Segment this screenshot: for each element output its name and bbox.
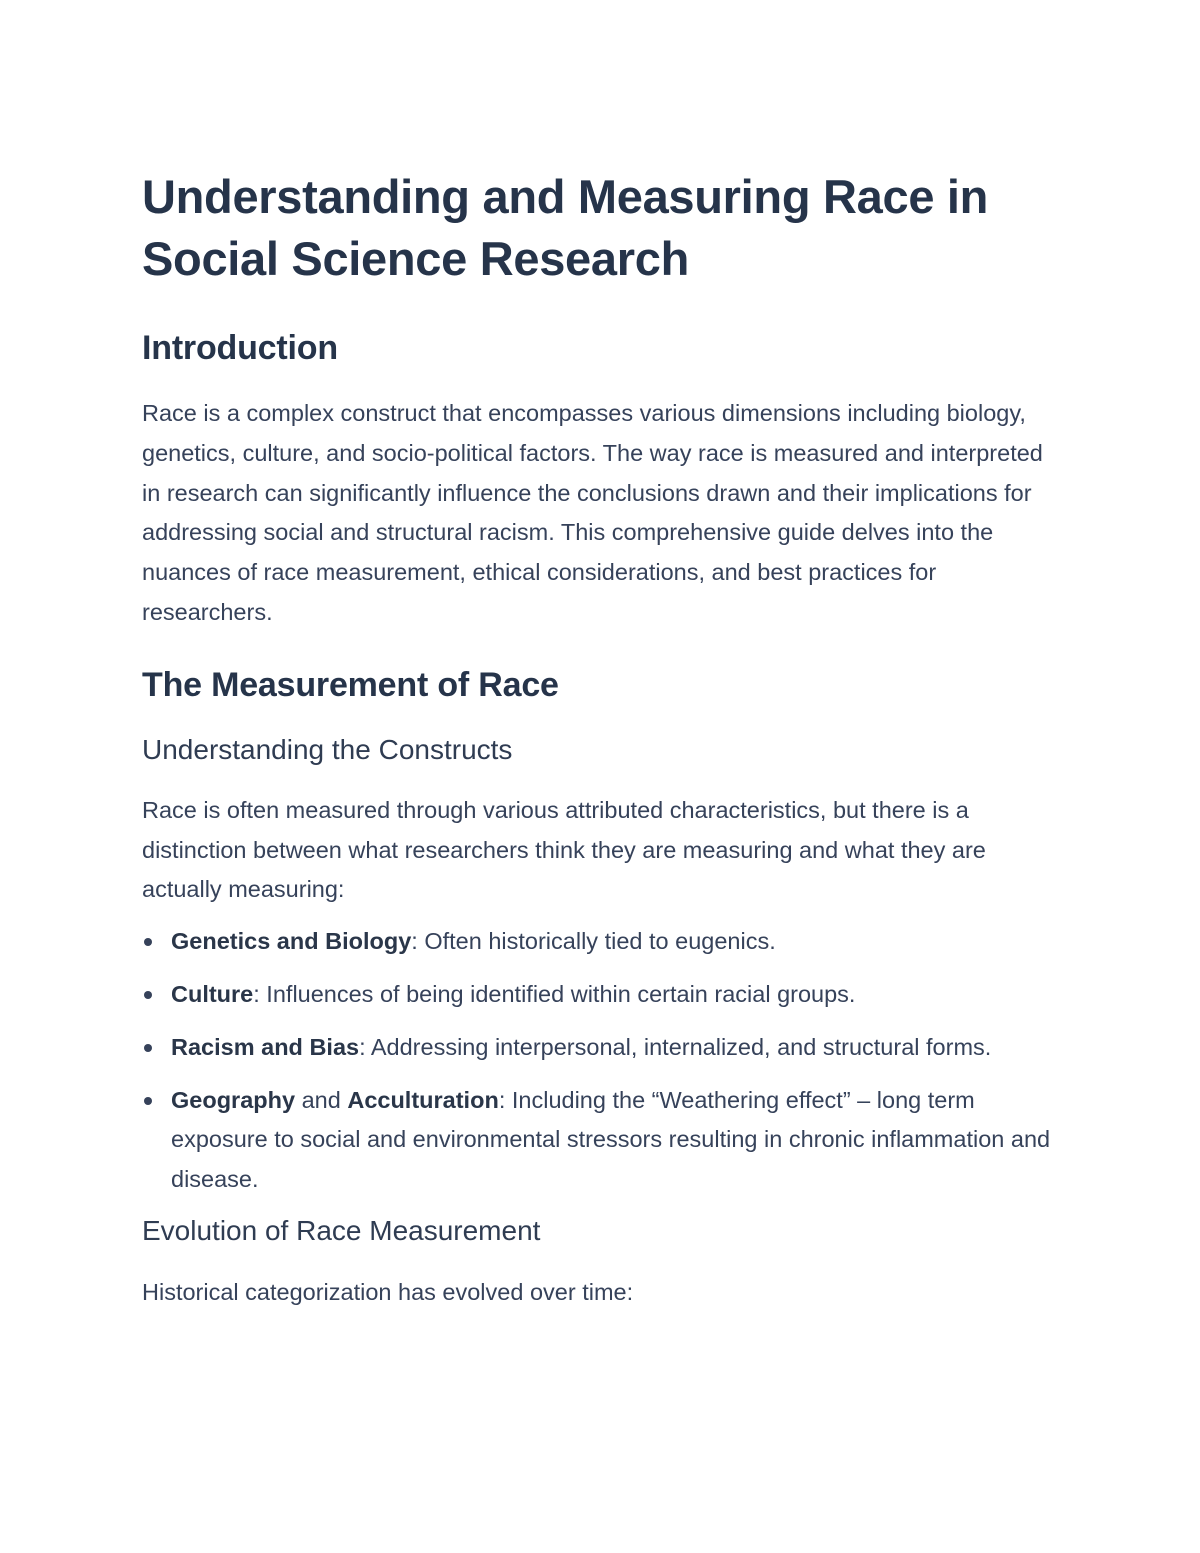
list-item-term: Geography	[171, 1086, 296, 1113]
bullet-icon	[144, 991, 152, 999]
list-item	[142, 975, 1062, 1015]
list-item	[142, 1028, 1062, 1068]
introduction-paragraph: Race is a complex construct that encompasses various dimensions including biology, genetics, culture, and socio-political factors. The way race is measured and interpreted in research can significantly influence the conclusions drawn and their implications for addressing social and structural racism. This comprehensive guide delves into the nuances of race measurement, ethical considerations, and best practices for researchers.	[142, 400, 1043, 625]
introduction-heading: Introduction	[142, 329, 338, 367]
constructs-list	[142, 922, 1062, 1200]
evolution-paragraph: Historical categorization has evolved over time:	[142, 1278, 634, 1305]
list-item-text: Addressing interpersonal, internalized, and structural forms.	[365, 1033, 992, 1060]
bullet-icon	[144, 1097, 152, 1105]
constructs-subheading: Understanding the Constructs	[142, 733, 513, 765]
list-item-separator: :	[359, 1033, 366, 1060]
list-item-term: Culture	[171, 980, 254, 1007]
constructs-paragraph: Race is often measured through various attributed characteristics, but there is a distinction between what researchers think they are measuring and what they are actually measuring:	[142, 796, 986, 903]
list-item	[142, 1081, 1062, 1200]
measurement-heading: The Measurement of Race	[142, 665, 559, 704]
list-item	[142, 922, 1062, 962]
list-item-text: Including the “Weathering effect” – long term exposure to social and environmental stressors resulting in chronic inflammation and disease.	[171, 1086, 1051, 1193]
list-item-term: Racism and Bias	[171, 1033, 360, 1060]
page-title: Understanding and Measuring Race in Social Science Research	[142, 170, 989, 285]
list-item-text: Often historically tied to eugenics.	[417, 928, 776, 955]
list-item-separator: :	[411, 928, 418, 955]
list-item-conjunction: and	[295, 1086, 348, 1113]
list-item-text: Influences of being identified within certain racial groups.	[259, 980, 856, 1007]
list-item-term-secondary: Acculturation	[347, 1086, 499, 1113]
document-page	[142, 166, 1062, 1313]
bullet-icon	[144, 1044, 152, 1052]
list-item-separator: :	[498, 1086, 506, 1113]
list-item-separator: :	[253, 980, 260, 1007]
bullet-icon	[144, 938, 152, 946]
list-item-term: Genetics and Biology	[171, 928, 412, 955]
evolution-subheading: Evolution of Race Measurement	[142, 1214, 541, 1246]
